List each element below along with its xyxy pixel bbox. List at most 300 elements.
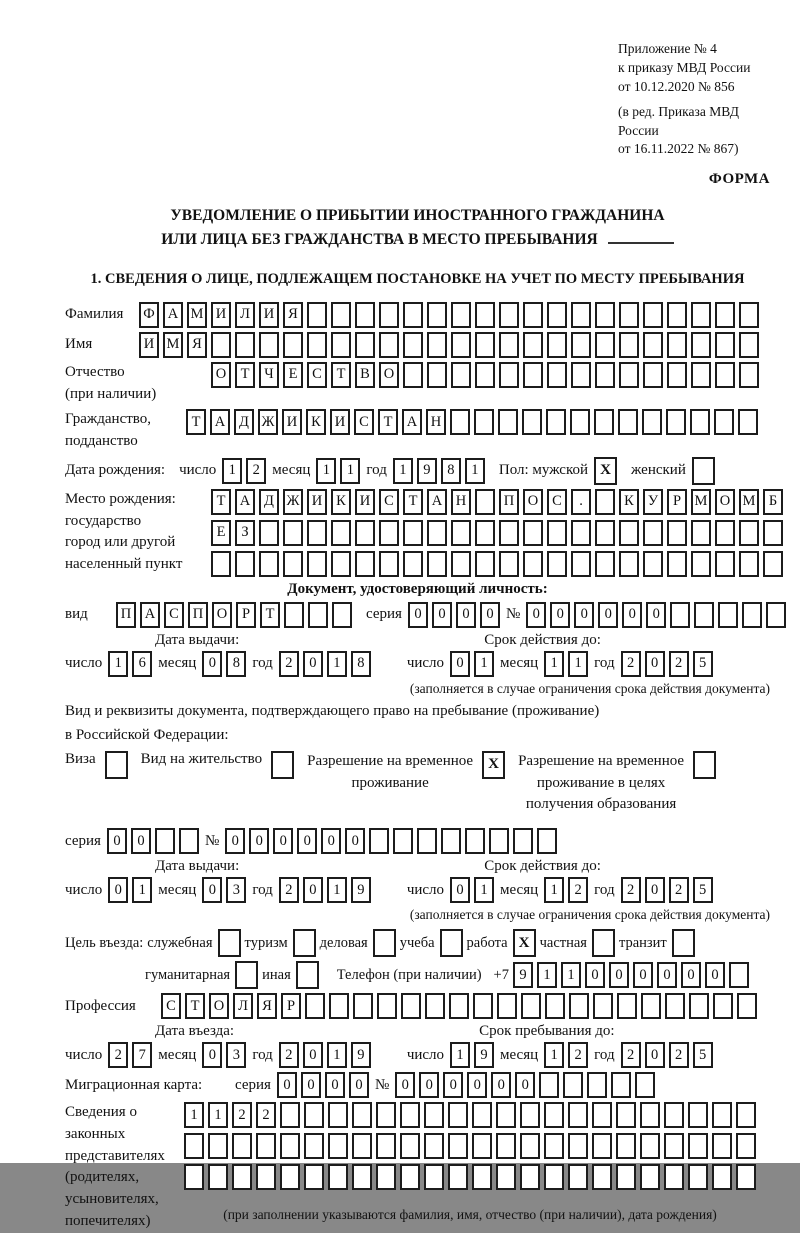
char-cell[interactable] <box>718 602 738 628</box>
char-cell[interactable]: Р <box>281 993 301 1019</box>
char-cell[interactable] <box>715 302 735 328</box>
char-cell[interactable] <box>715 520 735 546</box>
char-cell[interactable] <box>689 993 709 1019</box>
char-cell[interactable] <box>379 302 399 328</box>
char-cell[interactable] <box>475 520 495 546</box>
char-cell[interactable]: 9 <box>513 962 533 988</box>
char-cell[interactable] <box>688 1133 708 1159</box>
purpose-other-checkbox[interactable] <box>296 961 319 989</box>
char-cell[interactable]: Д <box>259 489 279 515</box>
char-cell[interactable]: 2 <box>256 1102 276 1128</box>
char-cell[interactable]: 3 <box>226 877 246 903</box>
char-cell[interactable] <box>284 602 304 628</box>
char-cell[interactable]: Т <box>211 489 231 515</box>
char-cell[interactable]: 0 <box>432 602 452 628</box>
char-cell[interactable]: Я <box>283 302 303 328</box>
char-cell[interactable]: 9 <box>474 1042 494 1068</box>
char-cell[interactable]: 0 <box>645 1042 665 1068</box>
char-cell[interactable]: А <box>427 489 447 515</box>
char-cell[interactable]: 0 <box>325 1072 345 1098</box>
char-cell[interactable] <box>352 1133 372 1159</box>
char-cell[interactable] <box>736 1164 756 1190</box>
char-cell[interactable]: О <box>212 602 232 628</box>
char-cell[interactable]: М <box>739 489 759 515</box>
char-cell[interactable] <box>643 302 663 328</box>
char-cell[interactable] <box>208 1133 228 1159</box>
char-cell[interactable] <box>465 828 485 854</box>
purpose-study-checkbox[interactable] <box>440 929 463 957</box>
char-cell[interactable]: 2 <box>669 1042 689 1068</box>
char-cell[interactable] <box>736 1102 756 1128</box>
char-cell[interactable]: О <box>211 362 231 388</box>
char-cell[interactable] <box>522 409 542 435</box>
char-cell[interactable]: С <box>547 489 567 515</box>
char-cell[interactable] <box>331 302 351 328</box>
char-cell[interactable] <box>379 520 399 546</box>
char-cell[interactable] <box>616 1102 636 1128</box>
char-cell[interactable] <box>592 1102 612 1128</box>
char-cell[interactable]: 0 <box>345 828 365 854</box>
purpose-transit-checkbox[interactable] <box>672 929 695 957</box>
char-cell[interactable]: 1 <box>108 651 128 677</box>
char-cell[interactable] <box>496 1164 516 1190</box>
char-cell[interactable] <box>616 1164 636 1190</box>
char-cell[interactable] <box>424 1133 444 1159</box>
char-cell[interactable] <box>331 551 351 577</box>
char-cell[interactable]: Я <box>187 332 207 358</box>
char-cell[interactable] <box>184 1133 204 1159</box>
char-cell[interactable] <box>523 362 543 388</box>
char-cell[interactable] <box>539 1072 559 1098</box>
char-cell[interactable] <box>496 1102 516 1128</box>
char-cell[interactable]: А <box>140 602 160 628</box>
char-cell[interactable]: 2 <box>246 458 266 484</box>
char-cell[interactable] <box>280 1102 300 1128</box>
char-cell[interactable] <box>184 1164 204 1190</box>
char-cell[interactable] <box>451 520 471 546</box>
char-cell[interactable]: 1 <box>327 1042 347 1068</box>
char-cell[interactable] <box>352 1164 372 1190</box>
char-cell[interactable] <box>691 332 711 358</box>
char-cell[interactable] <box>547 302 567 328</box>
char-cell[interactable]: И <box>330 409 350 435</box>
char-cell[interactable] <box>307 302 327 328</box>
char-cell[interactable] <box>328 1133 348 1159</box>
char-cell[interactable] <box>570 409 590 435</box>
char-cell[interactable] <box>546 409 566 435</box>
char-cell[interactable]: 0 <box>467 1072 487 1098</box>
char-cell[interactable] <box>714 409 734 435</box>
char-cell[interactable]: 0 <box>303 877 323 903</box>
char-cell[interactable]: Ж <box>258 409 278 435</box>
char-cell[interactable] <box>449 993 469 1019</box>
char-cell[interactable] <box>283 332 303 358</box>
char-cell[interactable]: П <box>116 602 136 628</box>
char-cell[interactable]: 8 <box>226 651 246 677</box>
char-cell[interactable]: Т <box>378 409 398 435</box>
char-cell[interactable]: 1 <box>544 651 564 677</box>
char-cell[interactable]: 1 <box>450 1042 470 1068</box>
char-cell[interactable] <box>499 551 519 577</box>
char-cell[interactable]: 0 <box>202 651 222 677</box>
char-cell[interactable]: О <box>523 489 543 515</box>
char-cell[interactable]: В <box>355 362 375 388</box>
char-cell[interactable]: М <box>163 332 183 358</box>
residence-permit-checkbox[interactable] <box>271 751 294 779</box>
char-cell[interactable] <box>451 302 471 328</box>
char-cell[interactable]: 1 <box>465 458 485 484</box>
char-cell[interactable] <box>688 1164 708 1190</box>
char-cell[interactable] <box>547 332 567 358</box>
char-cell[interactable] <box>379 332 399 358</box>
char-cell[interactable] <box>417 828 437 854</box>
char-cell[interactable] <box>235 551 255 577</box>
char-cell[interactable] <box>331 332 351 358</box>
char-cell[interactable] <box>280 1164 300 1190</box>
char-cell[interactable] <box>563 1072 583 1098</box>
char-cell[interactable]: У <box>643 489 663 515</box>
char-cell[interactable] <box>441 828 461 854</box>
char-cell[interactable]: 1 <box>544 877 564 903</box>
char-cell[interactable] <box>523 551 543 577</box>
char-cell[interactable] <box>571 302 591 328</box>
char-cell[interactable] <box>427 302 447 328</box>
char-cell[interactable]: 5 <box>693 877 713 903</box>
char-cell[interactable] <box>739 332 759 358</box>
char-cell[interactable] <box>369 828 389 854</box>
char-cell[interactable]: 2 <box>621 1042 641 1068</box>
char-cell[interactable]: 0 <box>609 962 629 988</box>
char-cell[interactable] <box>739 520 759 546</box>
char-cell[interactable] <box>640 1164 660 1190</box>
char-cell[interactable] <box>712 1102 732 1128</box>
char-cell[interactable] <box>305 993 325 1019</box>
temp-residence-edu-checkbox[interactable] <box>693 751 716 779</box>
char-cell[interactable]: С <box>379 489 399 515</box>
char-cell[interactable] <box>595 551 615 577</box>
char-cell[interactable] <box>523 520 543 546</box>
char-cell[interactable] <box>763 551 783 577</box>
char-cell[interactable] <box>497 993 517 1019</box>
char-cell[interactable] <box>499 520 519 546</box>
char-cell[interactable] <box>690 409 710 435</box>
char-cell[interactable] <box>641 993 661 1019</box>
char-cell[interactable] <box>523 332 543 358</box>
char-cell[interactable] <box>712 1133 732 1159</box>
char-cell[interactable] <box>594 409 614 435</box>
char-cell[interactable] <box>332 602 352 628</box>
char-cell[interactable]: 0 <box>419 1072 439 1098</box>
char-cell[interactable]: 2 <box>108 1042 128 1068</box>
char-cell[interactable] <box>450 409 470 435</box>
char-cell[interactable]: 0 <box>585 962 605 988</box>
char-cell[interactable]: М <box>187 302 207 328</box>
char-cell[interactable] <box>729 962 749 988</box>
purpose-humanitarian-checkbox[interactable] <box>235 961 258 989</box>
char-cell[interactable]: К <box>619 489 639 515</box>
char-cell[interactable] <box>571 332 591 358</box>
char-cell[interactable]: Л <box>233 993 253 1019</box>
purpose-work-checkbox[interactable]: X <box>513 929 536 957</box>
char-cell[interactable] <box>642 409 662 435</box>
char-cell[interactable] <box>328 1102 348 1128</box>
char-cell[interactable] <box>308 602 328 628</box>
char-cell[interactable] <box>738 409 758 435</box>
char-cell[interactable]: 0 <box>681 962 701 988</box>
char-cell[interactable]: С <box>164 602 184 628</box>
char-cell[interactable] <box>211 332 231 358</box>
char-cell[interactable] <box>766 602 786 628</box>
char-cell[interactable] <box>283 551 303 577</box>
char-cell[interactable]: 1 <box>184 1102 204 1128</box>
char-cell[interactable]: К <box>331 489 351 515</box>
char-cell[interactable]: А <box>402 409 422 435</box>
char-cell[interactable]: 1 <box>208 1102 228 1128</box>
char-cell[interactable] <box>425 993 445 1019</box>
char-cell[interactable]: С <box>161 993 181 1019</box>
char-cell[interactable] <box>424 1102 444 1128</box>
char-cell[interactable]: Н <box>426 409 446 435</box>
char-cell[interactable] <box>736 1133 756 1159</box>
char-cell[interactable] <box>179 828 199 854</box>
char-cell[interactable]: П <box>499 489 519 515</box>
char-cell[interactable]: И <box>355 489 375 515</box>
char-cell[interactable] <box>472 1164 492 1190</box>
char-cell[interactable] <box>520 1102 540 1128</box>
char-cell[interactable] <box>520 1133 540 1159</box>
char-cell[interactable] <box>400 1102 420 1128</box>
char-cell[interactable]: 0 <box>456 602 476 628</box>
char-cell[interactable]: Р <box>236 602 256 628</box>
char-cell[interactable] <box>403 362 423 388</box>
char-cell[interactable] <box>427 362 447 388</box>
char-cell[interactable]: Л <box>235 302 255 328</box>
char-cell[interactable]: 0 <box>705 962 725 988</box>
char-cell[interactable] <box>544 1164 564 1190</box>
visa-checkbox[interactable] <box>105 751 128 779</box>
char-cell[interactable] <box>520 1164 540 1190</box>
char-cell[interactable]: М <box>691 489 711 515</box>
char-cell[interactable] <box>643 520 663 546</box>
char-cell[interactable] <box>496 1133 516 1159</box>
char-cell[interactable] <box>694 602 714 628</box>
char-cell[interactable] <box>587 1072 607 1098</box>
char-cell[interactable] <box>619 332 639 358</box>
char-cell[interactable]: Т <box>235 362 255 388</box>
char-cell[interactable]: О <box>209 993 229 1019</box>
char-cell[interactable]: К <box>306 409 326 435</box>
char-cell[interactable] <box>448 1102 468 1128</box>
char-cell[interactable] <box>451 332 471 358</box>
char-cell[interactable]: 6 <box>132 651 152 677</box>
char-cell[interactable] <box>256 1164 276 1190</box>
char-cell[interactable] <box>715 332 735 358</box>
char-cell[interactable]: 5 <box>693 1042 713 1068</box>
char-cell[interactable] <box>715 362 735 388</box>
char-cell[interactable] <box>619 520 639 546</box>
char-cell[interactable] <box>691 551 711 577</box>
char-cell[interactable] <box>355 332 375 358</box>
char-cell[interactable]: И <box>307 489 327 515</box>
char-cell[interactable] <box>611 1072 631 1098</box>
char-cell[interactable] <box>666 409 686 435</box>
char-cell[interactable] <box>403 520 423 546</box>
char-cell[interactable]: 2 <box>621 877 641 903</box>
char-cell[interactable] <box>499 332 519 358</box>
char-cell[interactable] <box>547 551 567 577</box>
char-cell[interactable]: 2 <box>568 1042 588 1068</box>
char-cell[interactable] <box>664 1133 684 1159</box>
char-cell[interactable]: Р <box>667 489 687 515</box>
char-cell[interactable]: 1 <box>393 458 413 484</box>
char-cell[interactable] <box>235 332 255 358</box>
char-cell[interactable] <box>329 993 349 1019</box>
char-cell[interactable]: 1 <box>327 651 347 677</box>
char-cell[interactable]: И <box>211 302 231 328</box>
char-cell[interactable]: Н <box>451 489 471 515</box>
char-cell[interactable]: 0 <box>408 602 428 628</box>
char-cell[interactable] <box>691 302 711 328</box>
char-cell[interactable] <box>472 1133 492 1159</box>
char-cell[interactable]: Т <box>185 993 205 1019</box>
char-cell[interactable] <box>568 1164 588 1190</box>
char-cell[interactable] <box>208 1164 228 1190</box>
char-cell[interactable]: 2 <box>621 651 641 677</box>
char-cell[interactable]: Т <box>260 602 280 628</box>
char-cell[interactable] <box>595 332 615 358</box>
purpose-tourism-checkbox[interactable] <box>293 929 316 957</box>
char-cell[interactable]: Е <box>283 362 303 388</box>
char-cell[interactable]: 1 <box>568 651 588 677</box>
char-cell[interactable] <box>451 362 471 388</box>
char-cell[interactable]: С <box>354 409 374 435</box>
char-cell[interactable] <box>304 1102 324 1128</box>
char-cell[interactable] <box>619 302 639 328</box>
char-cell[interactable] <box>304 1164 324 1190</box>
char-cell[interactable] <box>393 828 413 854</box>
char-cell[interactable] <box>376 1133 396 1159</box>
char-cell[interactable]: 0 <box>515 1072 535 1098</box>
char-cell[interactable]: 0 <box>321 828 341 854</box>
char-cell[interactable] <box>593 993 613 1019</box>
char-cell[interactable]: 2 <box>669 651 689 677</box>
char-cell[interactable] <box>400 1164 420 1190</box>
char-cell[interactable] <box>499 302 519 328</box>
char-cell[interactable] <box>400 1133 420 1159</box>
char-cell[interactable]: 0 <box>480 602 500 628</box>
char-cell[interactable]: 1 <box>474 651 494 677</box>
char-cell[interactable]: О <box>379 362 399 388</box>
char-cell[interactable] <box>473 993 493 1019</box>
char-cell[interactable] <box>713 993 733 1019</box>
char-cell[interactable] <box>304 1133 324 1159</box>
char-cell[interactable]: 0 <box>131 828 151 854</box>
gender-male-checkbox[interactable]: X <box>594 457 617 485</box>
char-cell[interactable]: 0 <box>273 828 293 854</box>
char-cell[interactable] <box>403 332 423 358</box>
char-cell[interactable] <box>451 551 471 577</box>
char-cell[interactable]: 2 <box>232 1102 252 1128</box>
char-cell[interactable] <box>569 993 589 1019</box>
char-cell[interactable]: 1 <box>544 1042 564 1068</box>
char-cell[interactable] <box>640 1133 660 1159</box>
char-cell[interactable]: Т <box>403 489 423 515</box>
char-cell[interactable] <box>427 520 447 546</box>
char-cell[interactable] <box>568 1133 588 1159</box>
char-cell[interactable]: 0 <box>202 877 222 903</box>
char-cell[interactable] <box>377 993 397 1019</box>
char-cell[interactable] <box>352 1102 372 1128</box>
char-cell[interactable] <box>691 520 711 546</box>
char-cell[interactable]: Ф <box>139 302 159 328</box>
char-cell[interactable]: С <box>307 362 327 388</box>
char-cell[interactable]: З <box>235 520 255 546</box>
char-cell[interactable]: Б <box>763 489 783 515</box>
char-cell[interactable] <box>544 1102 564 1128</box>
char-cell[interactable]: А <box>235 489 255 515</box>
char-cell[interactable] <box>688 1102 708 1128</box>
char-cell[interactable]: Т <box>331 362 351 388</box>
char-cell[interactable] <box>403 302 423 328</box>
char-cell[interactable]: 1 <box>222 458 242 484</box>
char-cell[interactable]: 0 <box>395 1072 415 1098</box>
char-cell[interactable] <box>667 332 687 358</box>
char-cell[interactable] <box>739 551 759 577</box>
char-cell[interactable] <box>665 993 685 1019</box>
char-cell[interactable]: И <box>282 409 302 435</box>
char-cell[interactable] <box>619 362 639 388</box>
char-cell[interactable]: 0 <box>303 1042 323 1068</box>
char-cell[interactable] <box>715 551 735 577</box>
char-cell[interactable]: Ж <box>283 489 303 515</box>
char-cell[interactable]: Ч <box>259 362 279 388</box>
char-cell[interactable] <box>667 520 687 546</box>
char-cell[interactable]: 0 <box>646 602 666 628</box>
char-cell[interactable]: . <box>571 489 591 515</box>
char-cell[interactable] <box>571 362 591 388</box>
char-cell[interactable] <box>355 551 375 577</box>
char-cell[interactable]: П <box>188 602 208 628</box>
char-cell[interactable] <box>448 1164 468 1190</box>
char-cell[interactable]: 0 <box>349 1072 369 1098</box>
char-cell[interactable] <box>617 993 637 1019</box>
char-cell[interactable] <box>475 302 495 328</box>
char-cell[interactable] <box>353 993 373 1019</box>
char-cell[interactable] <box>379 551 399 577</box>
char-cell[interactable] <box>547 520 567 546</box>
char-cell[interactable] <box>475 332 495 358</box>
char-cell[interactable] <box>547 362 567 388</box>
char-cell[interactable] <box>616 1133 636 1159</box>
char-cell[interactable] <box>475 362 495 388</box>
purpose-private-checkbox[interactable] <box>592 929 615 957</box>
char-cell[interactable] <box>232 1164 252 1190</box>
char-cell[interactable] <box>499 362 519 388</box>
char-cell[interactable]: 1 <box>327 877 347 903</box>
char-cell[interactable] <box>763 520 783 546</box>
char-cell[interactable]: 3 <box>226 1042 246 1068</box>
char-cell[interactable]: 0 <box>645 651 665 677</box>
char-cell[interactable] <box>475 489 495 515</box>
char-cell[interactable]: 1 <box>561 962 581 988</box>
char-cell[interactable]: 0 <box>622 602 642 628</box>
char-cell[interactable] <box>667 362 687 388</box>
char-cell[interactable]: А <box>210 409 230 435</box>
char-cell[interactable] <box>635 1072 655 1098</box>
char-cell[interactable]: 0 <box>633 962 653 988</box>
char-cell[interactable]: 2 <box>279 877 299 903</box>
gender-female-checkbox[interactable] <box>692 457 715 485</box>
